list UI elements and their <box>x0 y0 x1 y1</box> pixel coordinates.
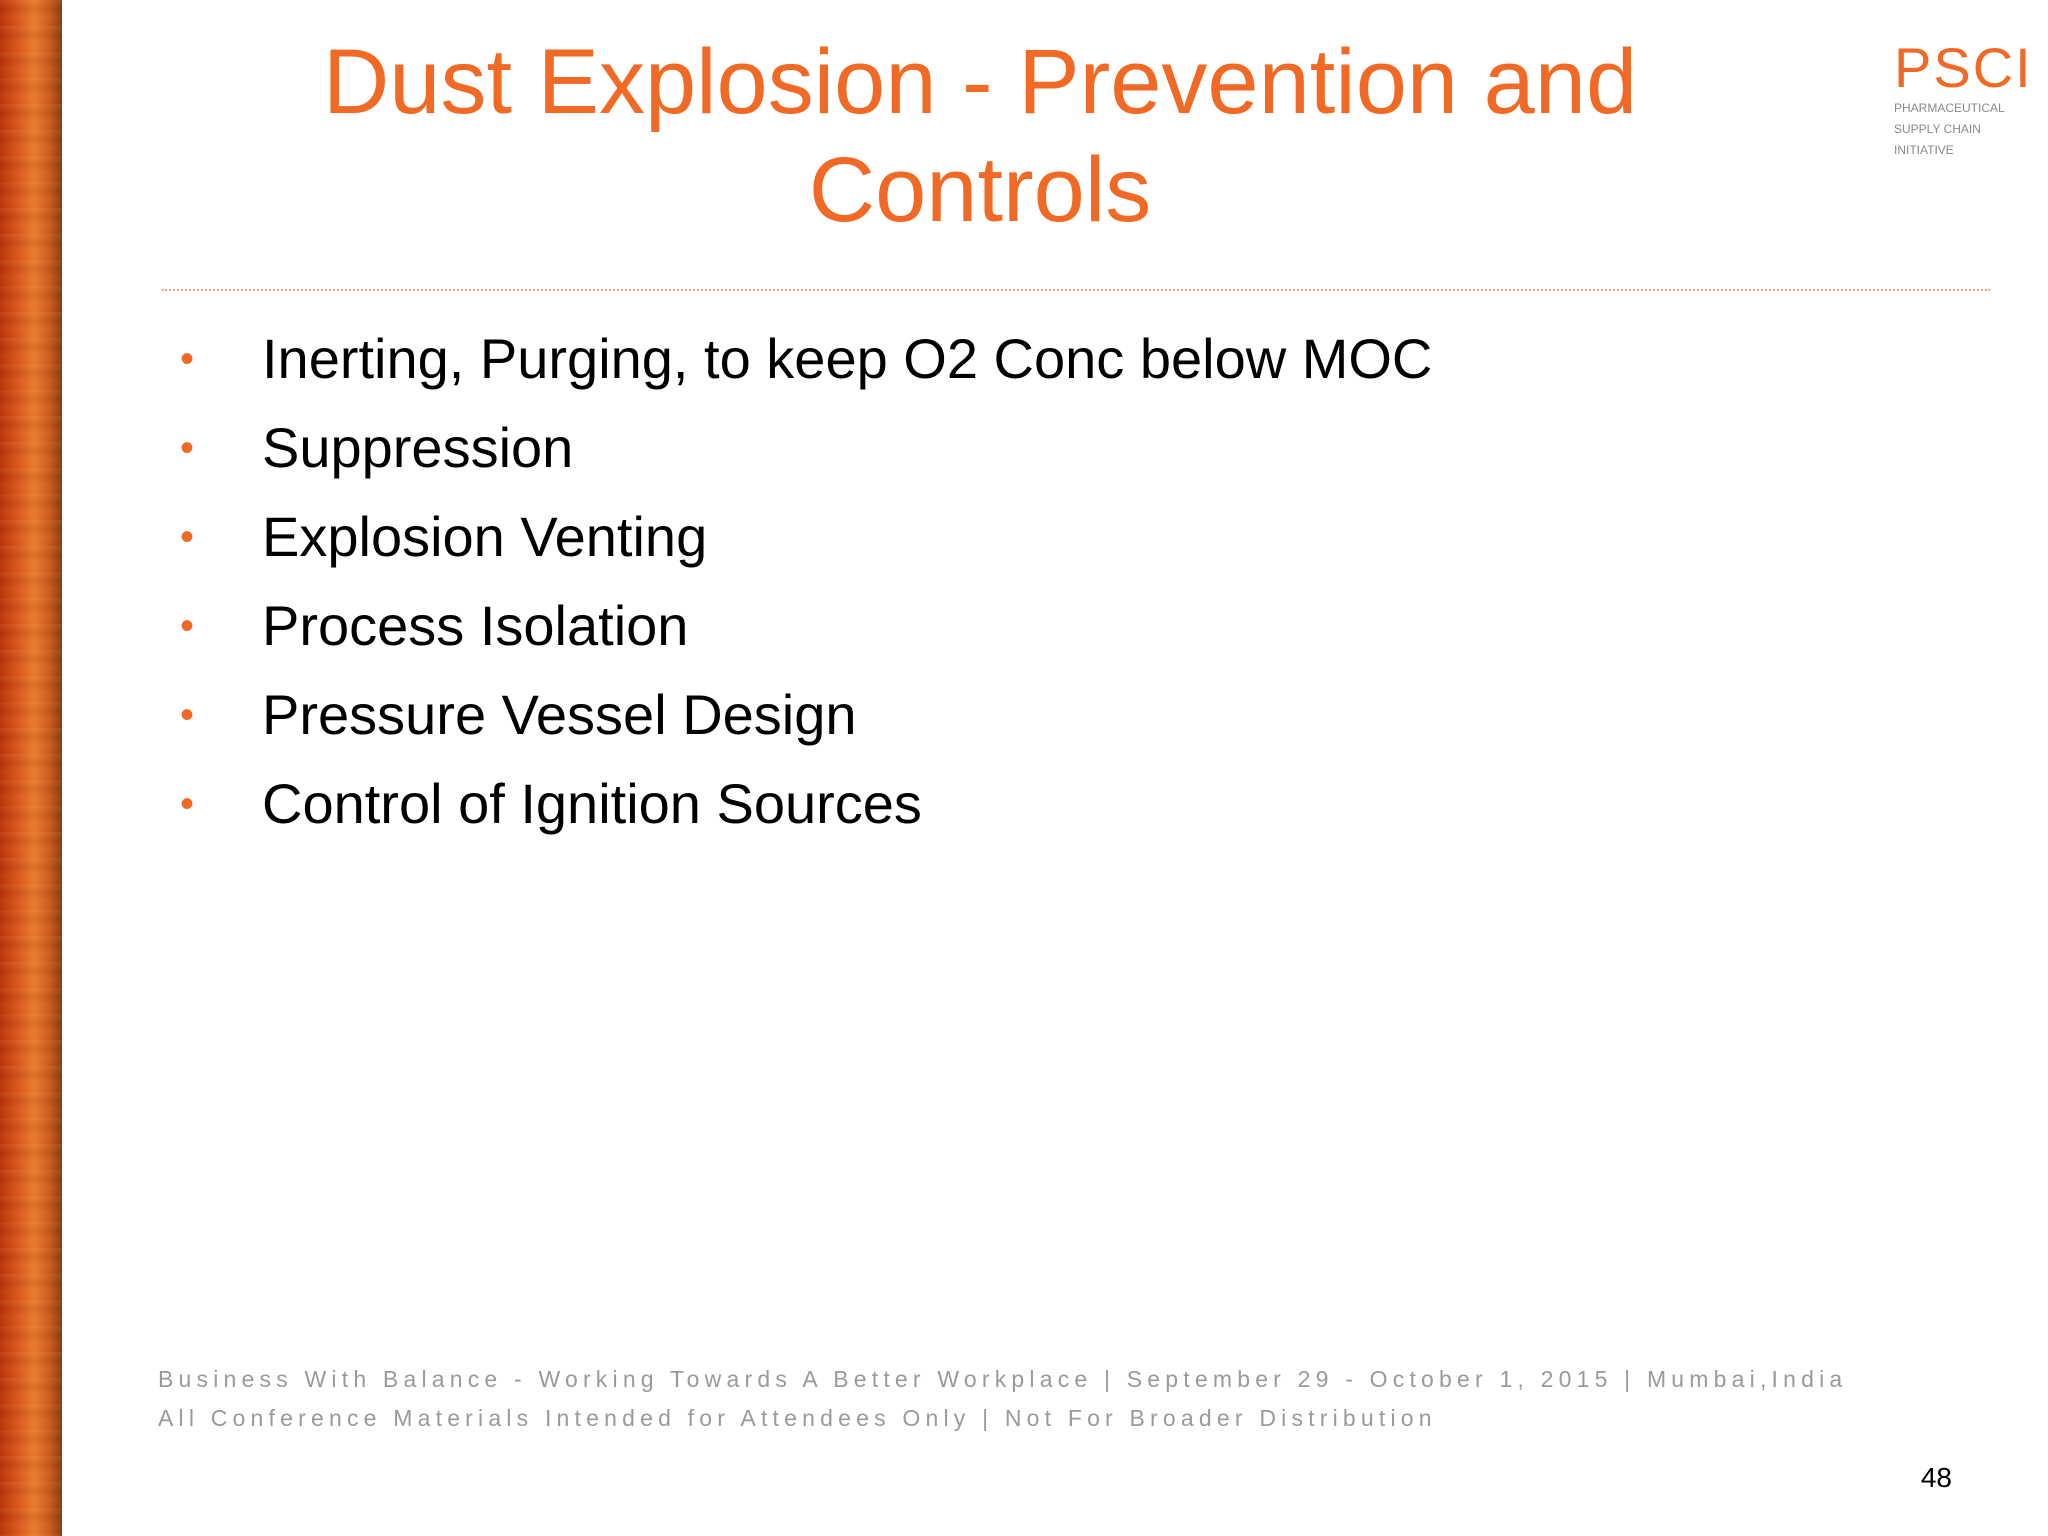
bullet-dot-icon: • <box>180 693 195 737</box>
bullet-dot-icon: • <box>180 604 195 648</box>
bullet-text: Process Isolation <box>262 594 689 657</box>
logo-mark: PSCI <box>1894 36 2033 99</box>
psci-logo <box>1894 38 2034 168</box>
logo-line-2: SUPPLY CHAIN <box>1894 122 1981 136</box>
bullet-dot-icon: • <box>180 426 195 470</box>
logo-line-1: PHARMACEUTICAL <box>1894 101 2005 115</box>
bullet-dot-icon: • <box>180 515 195 559</box>
footer-distribution-line: All Conference Materials Intended for Attendees Only | Not For Broader Distribution <box>158 1405 1437 1431</box>
bullet-text: Control of Ignition Sources <box>262 772 922 835</box>
bullet-dot-icon: • <box>180 337 195 381</box>
logo-line-3: INITIATIVE <box>1894 143 1954 157</box>
title-divider <box>162 289 1990 291</box>
page-number: 48 <box>1920 1462 1952 1493</box>
bullet-dot-icon: • <box>180 782 195 826</box>
footer-conference-line: Business With Balance - Working Towards A Better Workplace | September 29 - October 1, 2015 | Mumbai,India <box>158 1366 1848 1392</box>
bullet-text: Pressure Vessel Design <box>262 683 857 746</box>
bullet-text: Suppression <box>262 416 574 479</box>
left-bar-texture <box>0 0 62 1536</box>
bullet-text: Inerting, Purging, to keep O2 Conc below MOC <box>262 327 1433 390</box>
slide-title: Dust Explosion - Prevention and Controls <box>322 31 1638 241</box>
bullet-text: Explosion Venting <box>262 505 708 568</box>
